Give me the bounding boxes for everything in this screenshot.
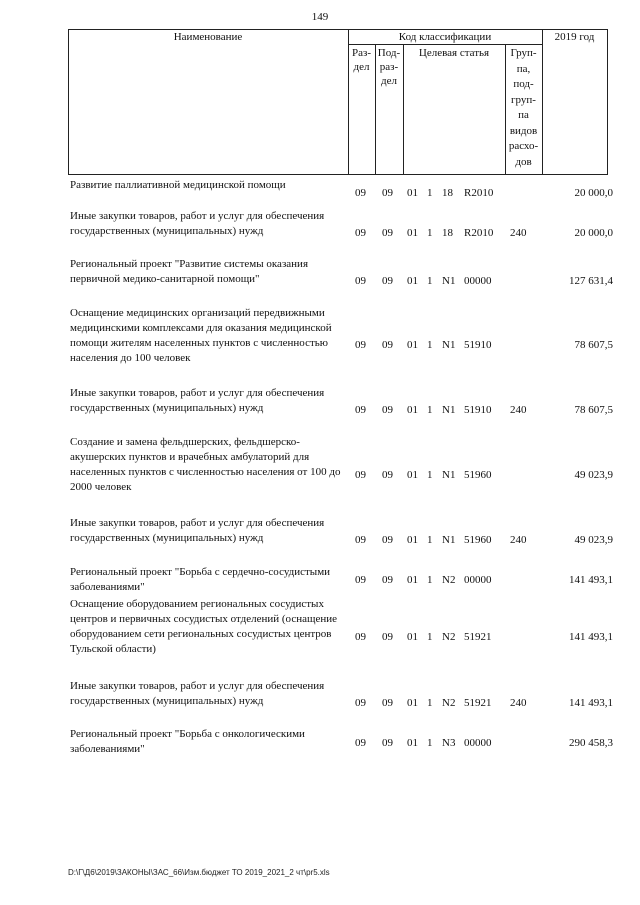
row-target-subprogram: 1 [427,404,433,416]
row-podrazdel: 09 [382,275,393,287]
row-amount: 78 607,5 [574,404,613,416]
row-amount: 78 607,5 [574,339,613,351]
row-razdel: 09 [355,737,366,749]
row-razdel: 09 [355,631,366,643]
row-name: Развитие паллиативной медицинской помощи [70,179,286,191]
row-target-subprogram: 1 [427,339,433,351]
header-target: Целевая статья [418,47,490,59]
row-amount: 127 631,4 [569,275,613,287]
row-target-program: 01 [407,574,418,586]
row-name: Оснащение оборудованием региональных сосудистых центров и первичных сосудистых отделений (оснащение оборудованием сети региональных сосудистых центров Тульской области) [70,598,337,655]
row-name: Региональный проект "Борьба с сердечно-сосудистыми заболеваниями" [70,566,331,593]
row-name: Иные закупки товаров, работ и услуг для обеспечения государственных (муниципальных) нужд [70,680,325,707]
row-target-event: 18 [442,187,453,199]
row-amount: 20 000,0 [574,227,613,239]
row-amount: 49 023,9 [574,469,613,481]
row-amount: 20 000,0 [574,187,613,199]
row-name: Иные закупки товаров, работ и услуг для обеспечения государственных (муниципальных) нужд [70,517,325,544]
row-target-event: N1 [442,275,456,287]
row-target-subprogram: 1 [427,737,433,749]
row-razdel: 09 [355,187,366,199]
row-amount: 141 493,1 [569,631,613,643]
header-name: Наименование [173,31,243,43]
row-target-event: N1 [442,404,456,416]
row-expense-type: 240 [510,697,527,709]
row-name: Региональный проект "Борьба с онкологическими заболеваниями" [70,728,305,755]
row-razdel: 09 [355,275,366,287]
page-number: 149 [311,11,329,23]
row-podrazdel: 09 [382,339,393,351]
row-target-direction: 00000 [464,275,492,287]
row-podrazdel: 09 [382,187,393,199]
row-target-subprogram: 1 [427,697,433,709]
row-target-direction: 51921 [464,631,492,643]
row-podrazdel: 09 [382,534,393,546]
header-podrazdel: Под- раз- дел [377,47,401,87]
row-target-event: 18 [442,227,453,239]
row-target-direction: 51960 [464,469,492,481]
row-target-program: 01 [407,187,418,199]
row-target-event: N2 [442,574,456,586]
row-razdel: 09 [355,469,366,481]
row-target-program: 01 [407,737,418,749]
row-name: Иные закупки товаров, работ и услуг для обеспечения государственных (муниципальных) нужд [70,387,325,414]
row-target-event: N1 [442,469,456,481]
row-target-direction: 51910 [464,339,492,351]
row-podrazdel: 09 [382,737,393,749]
row-target-direction: 00000 [464,574,492,586]
row-target-direction: 51910 [464,404,492,416]
header-group: Груп- па, под- груп- па видов расхо- дов [508,47,539,168]
row-target-program: 01 [407,697,418,709]
row-podrazdel: 09 [382,631,393,643]
row-razdel: 09 [355,227,366,239]
row-podrazdel: 09 [382,574,393,586]
row-target-program: 01 [407,404,418,416]
row-target-direction: 00000 [464,737,492,749]
row-target-program: 01 [407,339,418,351]
row-razdel: 09 [355,534,366,546]
row-amount: 141 493,1 [569,574,613,586]
row-name: Оснащение медицинских организаций передвижными медицинскими комплексами для оказания медицинской помощи жителям населенных пунктов с численностью населения до 100 человек [70,307,332,364]
row-expense-type: 240 [510,227,527,239]
row-target-program: 01 [407,534,418,546]
row-target-direction: 51921 [464,697,492,709]
row-razdel: 09 [355,574,366,586]
row-target-subprogram: 1 [427,227,433,239]
row-name: Создание и замена фельдшерских, фельдшерско-акушерских пунктов и врачебных амбулаторий для населенных пунктов с численностью населения от 100 до 2000 человек [70,436,341,493]
row-target-program: 01 [407,227,418,239]
row-podrazdel: 09 [382,227,393,239]
row-podrazdel: 09 [382,697,393,709]
row-target-event: N1 [442,534,456,546]
row-expense-type: 240 [510,534,527,546]
row-target-subprogram: 1 [427,534,433,546]
header-razdel: Раз- дел [351,47,371,73]
row-amount: 290 458,3 [569,737,613,749]
row-podrazdel: 09 [382,404,393,416]
row-target-event: N2 [442,631,456,643]
row-razdel: 09 [355,404,366,416]
header-year: 2019 год [554,31,595,43]
row-target-direction: R2010 [464,187,494,199]
row-target-subprogram: 1 [427,275,433,287]
header-code: Код классификации [398,31,492,43]
row-target-direction: R2010 [464,227,494,239]
row-target-direction: 51960 [464,534,492,546]
file-path-footer: D:\Г\Д6\2019\ЗАКОНЫ\ЗАС_66\Изм.бюджет ТО 2019_2021_2 чт\pr5.xls [68,868,330,877]
row-target-program: 01 [407,631,418,643]
row-target-event: N3 [442,737,456,749]
row-name: Иные закупки товаров, работ и услуг для обеспечения государственных (муниципальных) нужд [70,210,325,237]
row-target-subprogram: 1 [427,574,433,586]
row-target-event: N2 [442,697,456,709]
row-target-subprogram: 1 [427,469,433,481]
row-razdel: 09 [355,697,366,709]
row-target-subprogram: 1 [427,631,433,643]
row-expense-type: 240 [510,404,527,416]
row-amount: 141 493,1 [569,697,613,709]
row-podrazdel: 09 [382,469,393,481]
row-target-program: 01 [407,469,418,481]
row-target-event: N1 [442,339,456,351]
row-target-subprogram: 1 [427,187,433,199]
row-amount: 49 023,9 [574,534,613,546]
row-name: Региональный проект "Развитие системы оказания первичной медико-санитарной помощи" [70,258,309,285]
row-razdel: 09 [355,339,366,351]
row-target-program: 01 [407,275,418,287]
